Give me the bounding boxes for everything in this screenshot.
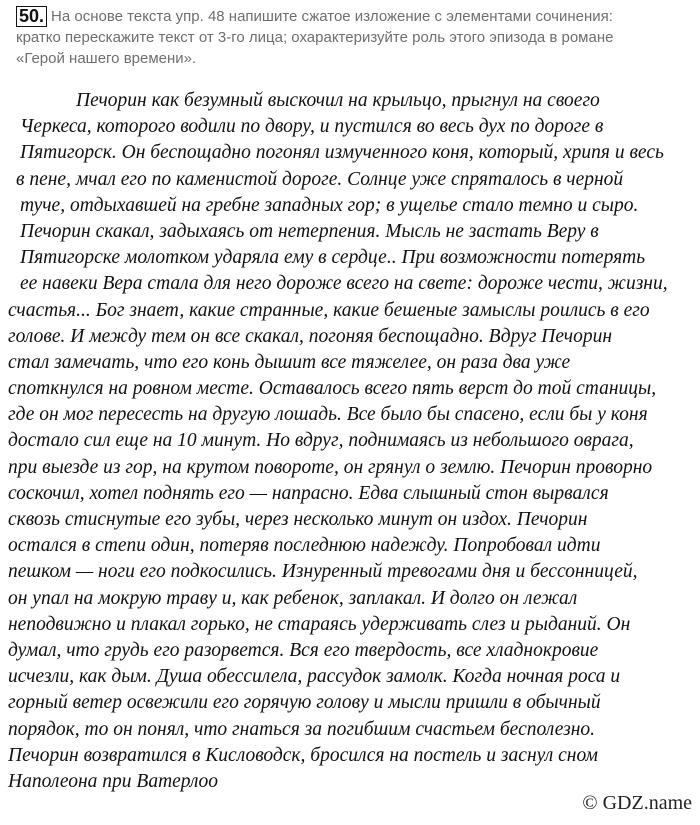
essay-line: остался в степи один, потеряв последнюю надежду. Попробовал идти (8, 535, 601, 557)
essay-line: неподвижно и плакал горько, не стараясь удерживать слез и рыданий. Он (8, 613, 631, 635)
essay-line: Пятигорск. Он беспощадно погонял измученного коня, который, хрипя и весь (20, 142, 664, 164)
task-row (16, 48, 688, 69)
essay-line: исчезли, как дым. Душа обессилела, рассудок замолк. Когда ночная роса и (8, 666, 621, 688)
essay-line: Печорин возвратился в Кисловодск, бросился на постель и заснул сном (8, 744, 598, 766)
essay-line: где он мог пересесть на другую лошадь. Все было бы спасено, если бы у коня (8, 404, 648, 426)
essay-line: споткнулся на ровном месте. Оставалось всего пять верст до той станицы, (8, 378, 657, 400)
essay-line: туче, отдыхавшей на гребне западных гор; в ущелье стало темно и сыро. (20, 194, 639, 216)
essay-line: соскочил, хотел поднять его — напрасно. Едва слышный стон вырвался (8, 482, 609, 504)
essay-line: стал замечать, что его конь дышит все тяжелее, он раза два уже (8, 351, 571, 373)
essay-line: сквозь стиснутые его зубы, через несколько минут он издох. Печорин (8, 509, 588, 530)
essay-line: Печорин скакал, задыхаясь от нетерпения. Мысль не застать Веру в (20, 220, 599, 242)
task-number: 50. (16, 6, 47, 27)
essay-line: он упал на мокрую траву и, как ребенок, заплакал. И долго он лежал (8, 587, 578, 609)
essay-line: Пятигорске молотком ударяла ему в сердце.. При возможности потерять (20, 247, 646, 269)
task-line: На основе текста упр. 48 напишите сжатое изложение с элементами сочинения: (51, 8, 613, 25)
essay-line: Наполеона при Ватерлоо (8, 770, 219, 792)
essay-line: Печорин как безумный выскочил на крыльцо, прыгнул на своего (76, 90, 600, 111)
essay-line: достало сил еще на 10 минут. Но вдруг, поднимаясь из небольшого оврага, (8, 430, 634, 452)
handwritten-essay (8, 88, 698, 795)
task-row (16, 6, 688, 27)
watermark: © GDZ.name (582, 792, 692, 814)
task-instructions (16, 6, 688, 69)
essay-line: думал, что грудь его разорвется. Вся его твердость, все хладнокровие (8, 639, 599, 661)
task-line: «Герой нашего времени». (16, 50, 197, 67)
essay-line: в пене, мчал его по каменистой дороге. Солнце уже спряталось в черной (16, 168, 624, 190)
essay-line: голове. И между тем он все скакал, погоняя беспощадно. Вдруг Печорин (8, 325, 613, 347)
task-line: кратко перескажите текст от 3-го лица; охарактеризуйте роль этого эпизода в романе (16, 29, 614, 46)
essay-line: порядок, то он понял, что гнаться за погибшим счастьем бесполезно. (8, 718, 596, 740)
essay-line: счастья... Бог знает, какие странные, какие бешеные замыслы роились в его (8, 299, 650, 321)
essay-line: Черкеса, которого водили по двору, и пустился во весь дух по дороге в (20, 116, 604, 138)
essay-line: пешком — ноги его подкосились. Изнуренный тревогами дня и бессонницей, (8, 561, 638, 583)
task-row (16, 27, 688, 48)
essay-line: горный ветер освежили его горячую голову и мысли пришли в обычный (8, 692, 601, 714)
essay-line: ее навеки Вера стала для него дороже всего на свете: дороже чести, жизни, (20, 273, 668, 295)
essay-line: при выезде из гор, на крутом повороте, он грянул о землю. Печорин проворно (8, 456, 653, 478)
